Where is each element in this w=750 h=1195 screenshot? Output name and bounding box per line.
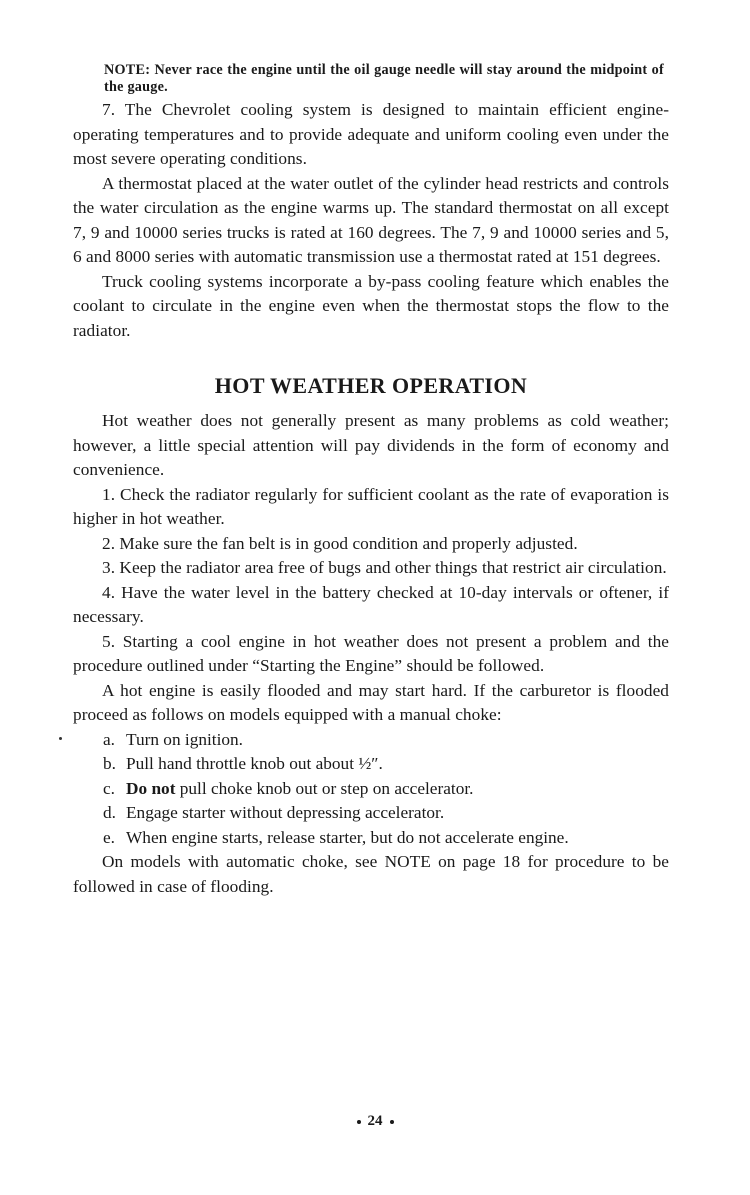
step-marker: c.	[103, 778, 115, 798]
hot-weather-item-5: 5. Starting a cool engine in hot weather does not present a problem and the procedure outlined under “Starting the Engine” should be followed.	[73, 631, 669, 675]
bullet-left-icon	[357, 1120, 361, 1124]
hot-weather-item-2: 2. Make sure the fan belt is in good condition and properly adjusted.	[102, 533, 578, 553]
step-emphasis: Do not	[126, 778, 176, 798]
flooding-step-e	[73, 826, 669, 851]
section-heading-hot-weather: HOT WEATHER OPERATION	[214, 373, 528, 398]
step-marker: b.	[103, 754, 116, 773]
hot-weather-item-1: 1. Check the radiator regularly for sufficient coolant as the rate of evaporation is higher in hot weather.	[73, 484, 669, 528]
step-text: Pull hand throttle knob out about ½″.	[126, 754, 383, 773]
automatic-choke-paragraph: On models with automatic choke, see NOTE on page 18 for procedure to be followed in case of flooding.	[73, 852, 669, 896]
oil-gauge-note	[104, 62, 664, 96]
hot-weather-intro: Hot weather does not generally present as many problems as cold weather; however, a little special attention will pay dividends in the form of economy and convenience.	[73, 411, 669, 479]
flooding-step-a	[73, 728, 669, 753]
hot-weather-item-3: 3. Keep the radiator area free of bugs and other things that restrict air circulation.	[102, 558, 667, 577]
step-marker: e.	[103, 827, 115, 847]
flooding-step-d	[73, 801, 669, 826]
cooling-paragraph-7: 7. The Chevrolet cooling system is designed to maintain efficient engine-operating temperatures and to provide adequate and uniform cooling even under the most severe operating conditions.	[73, 100, 669, 168]
thermostat-paragraph: A thermostat placed at the water outlet of the cylinder head restricts and controls the water circulation as the engine warms up. The standard thermostat on all except 7, 9 and 10000 series trucks is rated at 160 degrees. The 7, 9 and 10000 series and 5, 6 and 8000 series with automatic transmission use a thermostat rated at 151 degrees.	[73, 173, 669, 266]
step-text: When engine starts, release starter, but do not accelerate engine.	[126, 827, 569, 847]
step-text: Turn on ignition.	[126, 729, 243, 749]
scan-artifact-dot	[59, 737, 62, 740]
flooding-steps-list	[73, 728, 669, 851]
hot-weather-item-4: 4. Have the water level in the battery checked at 10-day intervals or oftener, if necessary.	[73, 582, 669, 626]
bypass-paragraph: Truck cooling systems incorporate a by-pass cooling feature which enables the coolant to circulate in the engine even when the thermostat stops the flow to the radiator.	[73, 271, 669, 340]
note-text: Never race the engine until the oil gauge needle will stay around the midpoint of the gauge.	[104, 62, 664, 95]
step-text: Engage starter without depressing accelerator.	[126, 803, 445, 822]
page-number	[0, 1113, 750, 1130]
flooded-engine-intro: A hot engine is easily flooded and may start hard. If the carburetor is flooded proceed as follows on models equipped with a manual choke:	[73, 680, 669, 724]
flooding-step-b	[73, 752, 669, 777]
page-number-value: 24	[367, 1113, 383, 1129]
step-marker: a.	[103, 729, 115, 749]
note-label: NOTE:	[104, 62, 151, 78]
document-page	[73, 62, 669, 899]
step-marker: d.	[103, 803, 116, 822]
flooding-step-c	[73, 777, 669, 802]
bullet-right-icon	[390, 1120, 394, 1124]
step-text: pull choke knob out or step on accelerator.	[175, 778, 474, 798]
